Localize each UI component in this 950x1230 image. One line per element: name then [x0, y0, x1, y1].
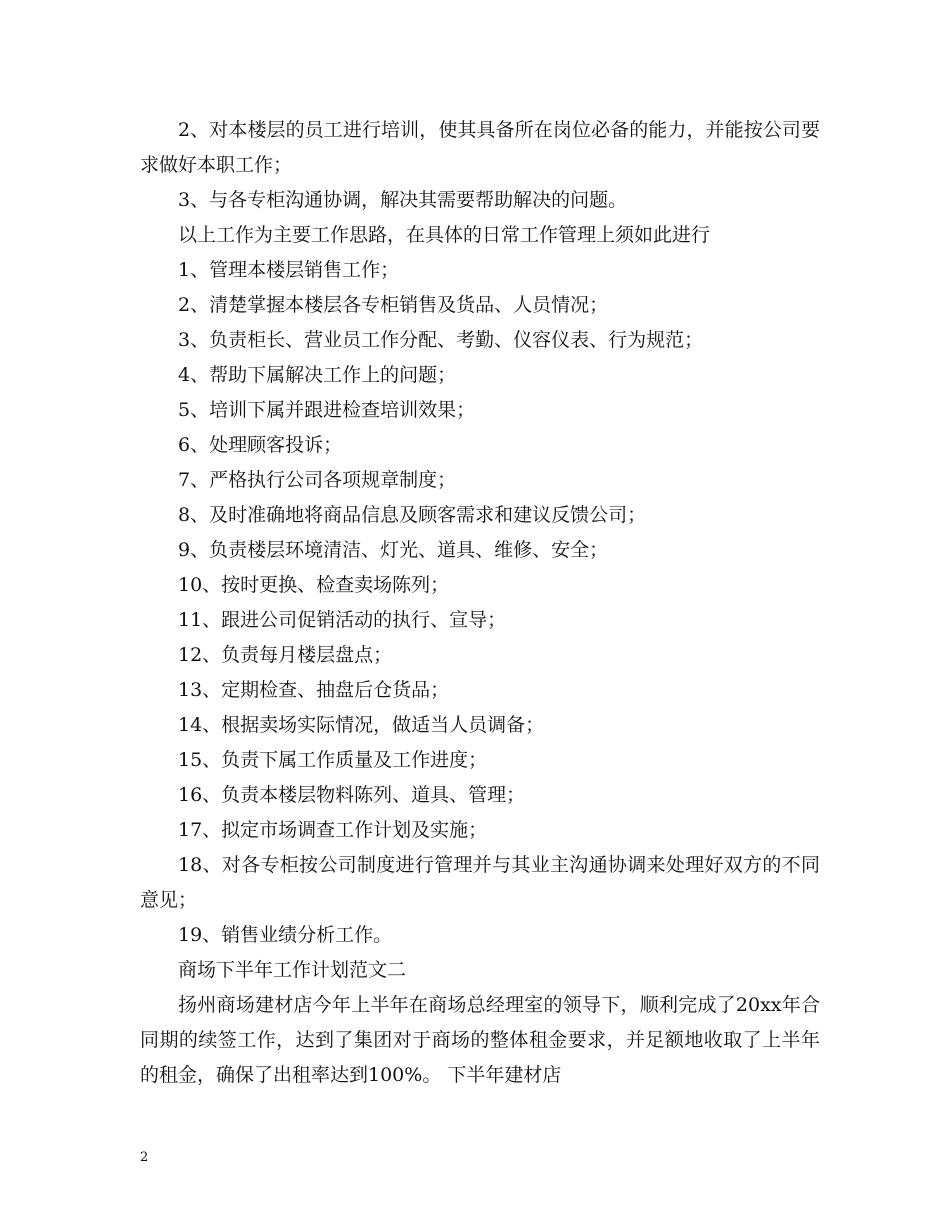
paragraph-20: 17、拟定市场调查工作计划及实施； — [178, 819, 488, 841]
paragraph-9: 6、处理顾客投诉； — [178, 434, 343, 456]
paragraph-13: 10、按时更换、检查卖场陈列； — [178, 574, 450, 596]
paragraph-7: 4、帮助下属解决工作上的问题； — [178, 364, 457, 386]
paragraph-17: 14、根据卖场实际情况，做适当人员调备； — [178, 714, 545, 736]
paragraph-24: 扬州商场建材店今年上半年在商场总经理室的领导下，顺利完成了20xx年合同期的续签工作，达到了集团对于商场的整体租金要求，并足额地收取了上半年的租金，确保了出租率达到100%。 下半年建材店 — [140, 994, 820, 1086]
paragraph-14: 11、跟进公司促销活动的执行、宣导； — [178, 609, 507, 631]
paragraph-5: 2、清楚掌握本楼层各专柜销售及货品、人员情况； — [178, 294, 609, 316]
paragraph-22: 19、销售业绩分析工作。 — [178, 924, 393, 946]
paragraph-11: 8、及时准确地将商品信息及顾客需求和建议反馈公司； — [178, 504, 647, 526]
paragraph-4: 1、管理本楼层销售工作； — [178, 259, 400, 281]
paragraph-6: 3、负责柜长、营业员工作分配、考勤、仪容仪表、行为规范； — [178, 329, 704, 351]
document-body — [140, 113, 820, 1093]
paragraph-15: 12、负责每月楼层盘点； — [178, 644, 393, 666]
paragraph-2: 3、与各专柜沟通协调，解决其需要帮助解决的问题。 — [178, 189, 628, 211]
page-number: 2 — [140, 1150, 149, 1165]
paragraph-12: 9、负责楼层环境清洁、灯光、道具、维修、安全； — [178, 539, 609, 561]
paragraph-8: 5、培训下属并跟进检查培训效果； — [178, 399, 476, 421]
paragraph-19: 16、负责本楼层物料陈列、道具、管理； — [178, 784, 526, 806]
section-heading: 商场下半年工作计划范文二 — [178, 959, 407, 981]
paragraph-21: 18、对各专柜按公司制度进行管理并与其业主沟通协调来处理好双方的不同意见； — [140, 854, 820, 911]
paragraph-1: 2、对本楼层的员工进行培训，使其具备所在岗位必备的能力，并能按公司要求做好本职工作； — [140, 119, 820, 176]
paragraph-3: 以上工作为主要工作思路，在具体的日常工作管理上须如此进行 — [178, 224, 711, 246]
paragraph-18: 15、负责下属工作质量及工作进度； — [178, 749, 488, 771]
paragraph-10: 7、严格执行公司各项规章制度； — [178, 469, 457, 491]
paragraph-16: 13、定期检查、抽盘后仓货品； — [178, 679, 450, 701]
